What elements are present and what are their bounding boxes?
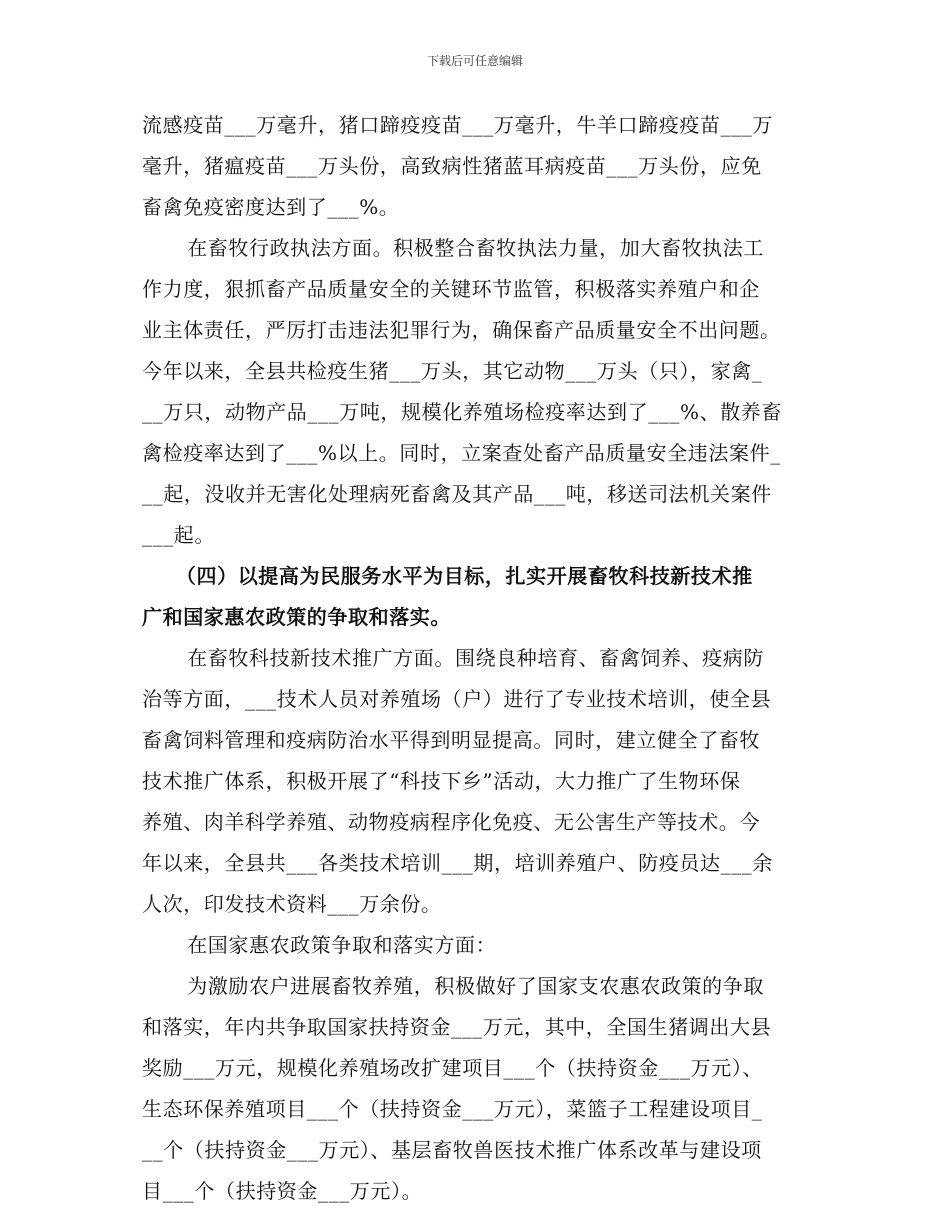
paragraph-line: __个（扶持资金___万元）、基层畜牧兽医技术推广体系改革与建设项 xyxy=(142,1138,762,1162)
paragraph-line: 奖励___万元，规模化养殖场改扩建项目___个（扶持资金___万元）、 xyxy=(142,1056,763,1080)
paragraph-line: 毫升，猪瘟疫苗___万头份，高致病性猪蓝耳病疫苗___万头份，应免 xyxy=(142,154,762,178)
paragraph-line: 养殖、肉羊科学养殖、动物疫病程序化免疫、无公害生产等技术。今 xyxy=(142,810,760,834)
paragraph-line: ___起。 xyxy=(142,523,215,547)
paragraph-line: 畜禽饲料管理和疫病防治水平得到明显提高。同时，建立健全了畜牧 xyxy=(142,728,760,752)
paragraph-line: 禽检疫率达到了___%以上。同时，立案查处畜产品质量安全违法案件_ xyxy=(142,441,781,465)
paragraph-line: 年以来，全县共___各类技术培训___期，培训养殖户、防疫员达___余 xyxy=(142,851,773,875)
paragraph-line: 生态环保养殖项目___个（扶持资金___万元），菜篮子工程建设项目_ xyxy=(142,1097,763,1121)
paragraph-line: 技术推广体系，积极开展了“科技下乡”活动，大力推广了生物环保 xyxy=(142,769,741,793)
paragraph-line: 作力度，狠抓畜产品质量安全的关键环节监管，积极落实养殖户和企 xyxy=(142,277,760,301)
paragraph-line: 畜禽免疫密度达到了___%。 xyxy=(142,195,400,219)
paragraph-line: 在畜牧科技新技术推广方面。围绕良种培育、畜禽饲养、疫病防 xyxy=(187,646,764,670)
paragraph-line: 在国家惠农政策争取和落实方面： xyxy=(187,933,497,957)
paragraph-line: __起，没收并无害化处理病死畜禽及其产品___吨，移送司法机关案件 xyxy=(142,482,772,506)
page-header: 下载后可任意编辑 xyxy=(426,54,523,68)
paragraph-line: 今年以来，全县共检疫生猪___万头，其它动物___万头（只），家禽_ xyxy=(142,359,763,383)
document-body xyxy=(142,105,822,1212)
paragraph-line: 在畜牧行政执法方面。积极整合畜牧执法力量，加大畜牧执法工 xyxy=(187,236,764,260)
paragraph-line: 业主体责任，严厉打击违法犯罪行为，确保畜产品质量安全不出问题。 xyxy=(142,318,781,342)
paragraph-line: 为激励农户进展畜牧养殖，积极做好了国家支农惠农政策的争取 xyxy=(187,974,764,998)
paragraph-line: 治等方面，___技术人员对养殖场（户）进行了专业技术培训，使全县 xyxy=(142,687,772,711)
paragraph-line: 和落实，年内共争取国家扶持资金___万元，其中，全国生猪调出大县 xyxy=(142,1015,772,1039)
paragraph-line: 流感疫苗___万毫升，猪口蹄疫疫苗___万毫升，牛羊口蹄疫疫苗___万 xyxy=(142,113,773,137)
paragraph-line: __万只，动物产品___万吨，规模化养殖场检疫率达到了___%、散养畜 xyxy=(142,400,783,424)
paragraph-line: 人次，印发技术资料___万余份。 xyxy=(142,892,442,916)
section-heading-line: 广和国家惠农政策的争取和落实。 xyxy=(142,605,451,629)
paragraph-line: 目___个（扶持资金___万元）。 xyxy=(142,1179,423,1203)
section-heading-line: （四）以提高为民服务水平为目标，扎实开展畜牧科技新技术推 xyxy=(175,564,753,588)
